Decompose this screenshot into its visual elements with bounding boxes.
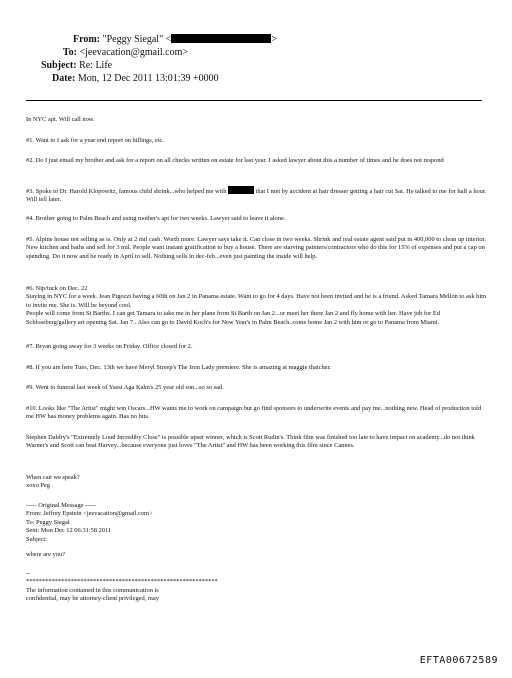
date-line	[52, 73, 219, 84]
body-paragraph-3	[26, 186, 488, 205]
document-id: EFTA00672589	[419, 655, 498, 666]
body-paragraph-5: #5. Alpine house not selling as is. Only at 2 mil cash. Worth more. Lawyer says take it. Can close in two weeks. Shrink and real estate agent said put in 400,000 to clean up interior. New kitchen and baths and sell for 3 mil. People want instant gratification to buy a house. There are starving painters/contractors who do this for 15% of expenses and put a cap on spending. Do it now and be ready in April to sell. Nothing sells in dec-feb...even just painting the inside will help.	[26, 236, 486, 260]
original-message: ----- Original Message ----- From: Jeffrey Epstein <jeevacation@gmail.com> To: Peggy Siegal Sent: Mon Dec 12 06:31:58 2011 Subject:	[26, 502, 153, 543]
body-paragraph-3-start: #3. Spoke to Dr. Harold Klopowitz, famous child shrink...who helped me with	[26, 188, 227, 195]
to-label: To:	[62, 47, 77, 58]
body-paragraph-1: #1. Want to I ask for a year end report on billings, etc.	[26, 137, 164, 144]
body-paragraph-2: #2. Do I just email my brother and ask for a report on all checks written on estate for last year. I asked lawyer about this a number of times and he does not respond	[26, 157, 444, 164]
body-paragraph-11: Stephen Daldry's "Extremely Loud Incrediby Close" is possible upset winner, which is Scott Rudin's. Think film was finished too late to have impact on academy...do not think Warner's and Scott can beat Harvey...because everyone just loves "The Artist" and HW has been working this film since Cannes.	[26, 434, 475, 450]
original-message-body: where are you?	[26, 551, 66, 558]
body-paragraph-7: #7. Bryan going away for 3 weeks on Friday. Office closed for 2.	[26, 343, 193, 350]
body-paragraph-6: #6. Nip/tuck on Dec. 22 Staying in NYC for a week. Jean Pigozzi having a 60th on Jan 2 in Panama estate. Want to go for 4 days. Have not been invited and he is a friend. Asked Tamara Mellon to ask him to invite me. She is. Will be beyond cool. People will come from St Barths. I can get Tamara to take me in her plane from St Barth on Jan 2...or meet her there Jan 2 and fly home with her. Have job for Ed Schlossberg/gallery art opening Sat. Jan 7.. Also can go to David Koch's for New Year's in Palm Beach..come home Jan 2 with him or go to Panama from Miami.	[26, 285, 487, 326]
from-end: >	[271, 34, 277, 45]
body-paragraph-8: #8. If you are here Tues, Dec. 13th we have Meryl Streep's The Iron Lady premiere. She is amazing at maggie thatcher.	[26, 364, 331, 371]
body-paragraph-9: #9. Went to funeral last week of Yassi Aga Kahn's 25 year old son...so so sad.	[26, 384, 224, 391]
date-value: Mon, 12 Dec 2011 13:01:39 +0000	[77, 73, 219, 84]
date-label: Date:	[52, 73, 76, 84]
body-paragraph-4: #4. Brother going to Palm Beach and using mother's apt for two weeks. Lawyer said to leave it alone.	[26, 215, 286, 222]
body-paragraph-3-end: that I met by accident at hair dresser getting a hair cut Sat. He talked to me for half a hour. Will tell later.	[26, 188, 487, 204]
body-paragraph-intro: In NYC apt. Will call now.	[26, 116, 95, 123]
subject-label: Subject:	[41, 60, 77, 71]
confidentiality-notice: -- ************************************************************ The information contained in this communication is confidential, may be attorney-client privileged, may	[26, 570, 218, 603]
from-line	[48, 34, 277, 45]
to-value: <jeevacation@gmail.com>	[79, 47, 189, 58]
from-label: From:	[72, 34, 100, 45]
body-paragraph-10: #10. Looks like "The Artist" might win Oscars...HW wants me to work on campaign but go find sponsors to underwrite events and pay me...nothing new. Head of production told me HW has money problems again. Has no hits.	[26, 405, 482, 421]
subject-value: Re: Life	[79, 60, 113, 71]
header-divider	[26, 100, 482, 101]
redaction-bar	[171, 34, 271, 43]
from-value: "Peggy Siegal" <	[102, 34, 172, 45]
subject-line	[41, 60, 112, 71]
redaction-bar	[228, 186, 254, 194]
to-line	[48, 47, 188, 58]
signoff: When can we speak? xoxo Peg	[26, 474, 80, 490]
